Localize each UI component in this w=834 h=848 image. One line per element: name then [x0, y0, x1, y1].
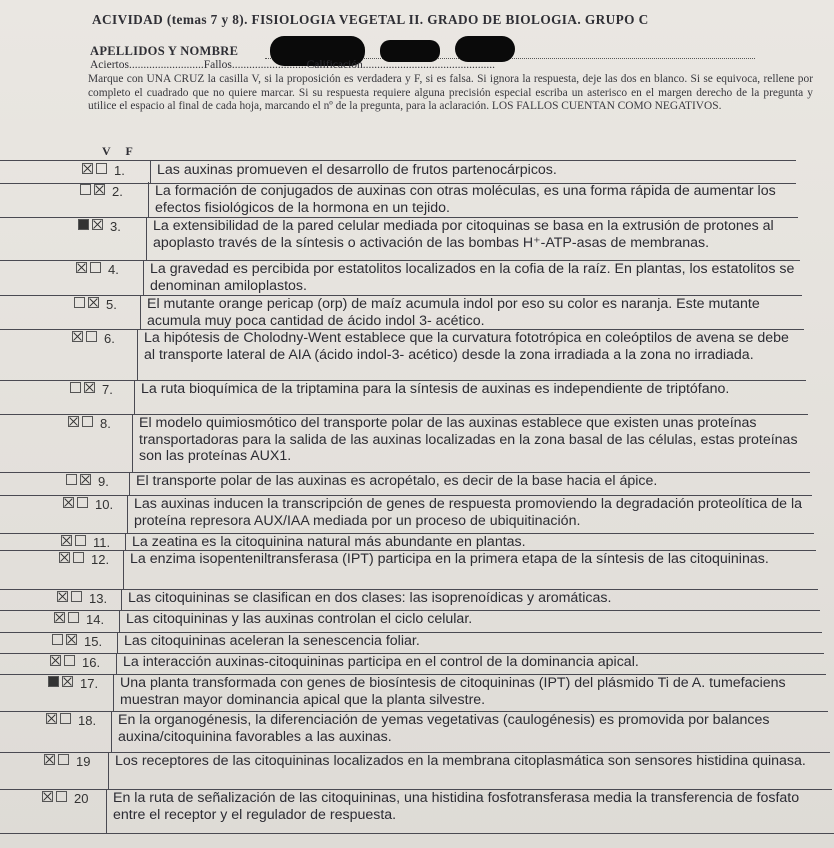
question-number: 7. — [102, 382, 113, 397]
question-number: 17. — [80, 676, 99, 691]
question-statement: La zeatina es la citoquinina natural más abundante en plantas. — [132, 534, 526, 550]
question-row — [0, 160, 796, 184]
checkbox-false[interactable] — [73, 552, 84, 563]
vf-checkboxes — [74, 297, 102, 310]
vf-checkboxes — [72, 331, 100, 344]
vf-checkboxes — [76, 262, 104, 275]
question-row — [0, 674, 828, 712]
question-statement: La gravedad es percibida por estatolitos localizados en la cofia de la raíz. En plantas, los estatolitos se denominan amiloplastos. — [150, 261, 795, 294]
vf-checkboxes — [50, 655, 78, 668]
question-number: 16. — [82, 655, 101, 670]
name-label: APELLIDOS Y NOMBRE — [90, 44, 239, 58]
checkbox-true[interactable] — [66, 474, 77, 485]
checkbox-true[interactable] — [48, 676, 59, 687]
question-statement: El modelo quimiosmótico del transporte polar de las auxinas establece que existen unas proteínas transportadoras para la salida de las auxinas localizadas en la zona basal de las células, estas proteínas son las proteínas AUX1. — [139, 415, 798, 464]
checkbox-true[interactable] — [54, 612, 65, 623]
question-number: 12. — [91, 552, 110, 567]
checkbox-true[interactable] — [59, 552, 70, 563]
calificacion-dots: .............................................. — [362, 59, 496, 71]
question-statement: La interacción auxinas-citoquininas participa en el control de la dominancia apical. — [123, 654, 639, 670]
question-number: 11. — [93, 535, 111, 550]
aciertos-label: Aciertos — [90, 59, 129, 71]
question-row — [0, 589, 820, 611]
answer-cell — [0, 182, 149, 217]
checkbox-false[interactable] — [60, 713, 71, 724]
question-number: 4. — [108, 262, 119, 277]
question-row — [0, 653, 826, 675]
vf-checkboxes — [44, 754, 72, 767]
checkbox-true[interactable] — [52, 634, 63, 645]
checkbox-true[interactable] — [78, 219, 89, 230]
question-number: 5. — [106, 297, 117, 312]
fallos-label: Fallos — [203, 59, 232, 71]
question-row — [0, 533, 816, 551]
question-row — [0, 789, 834, 834]
vf-checkboxes — [54, 612, 82, 625]
vf-checkboxes — [80, 184, 108, 197]
vf-checkboxes — [52, 634, 80, 647]
question-statement: En la organogénesis, la diferenciación de yemas vegetativas (caulogénesis) es promovida por balances auxina/citoquinina favorables a las auxinas. — [118, 712, 770, 745]
vf-checkboxes — [63, 497, 91, 510]
question-row — [0, 550, 818, 590]
checkbox-true[interactable] — [44, 754, 55, 765]
question-statement: La ruta bioquímica de la triptamina para la síntesis de auxinas es independiente de triptófano. — [141, 381, 730, 397]
question-number: 13. — [89, 591, 108, 606]
answer-cell — [0, 380, 135, 414]
question-number: 1. — [114, 163, 125, 178]
question-row — [0, 752, 832, 790]
question-statement: Una planta transformada con genes de biosíntesis de citoquininas (IPT) del plásmido Ti de A. tumefaciens muestran mayor dominancia apical que la planta silvestre. — [120, 675, 786, 708]
answer-cell — [0, 414, 133, 472]
checkbox-true[interactable] — [46, 713, 57, 724]
checkbox-false[interactable] — [96, 163, 107, 174]
question-number: 2. — [112, 184, 123, 199]
question-row — [0, 414, 810, 473]
questions-table — [0, 158, 834, 848]
checkbox-false[interactable] — [84, 382, 95, 393]
vf-checkboxes — [70, 382, 98, 395]
vf-checkboxes — [42, 791, 70, 804]
checkbox-false[interactable] — [68, 612, 79, 623]
question-statement: Las auxinas promueven el desarrollo de frutos partenocárpicos. — [157, 162, 557, 178]
question-statement: La formación de conjugados de auxinas con otras moléculas, es una forma rápida de aumentar los efectos fisiológicos de la hormona en un tejido. — [155, 183, 776, 216]
vf-checkboxes — [66, 474, 94, 487]
vf-checkboxes — [59, 552, 87, 565]
checkbox-true[interactable] — [82, 163, 93, 174]
question-statement: El transporte polar de las auxinas es acropétalo, es decir de la base hacia el ápice. — [136, 473, 658, 489]
vf-checkboxes — [82, 163, 110, 176]
checkbox-false[interactable] — [77, 497, 88, 508]
checkbox-false[interactable] — [66, 634, 77, 645]
answer-cell — [0, 329, 138, 380]
answer-cell — [0, 260, 144, 295]
checkbox-false[interactable] — [92, 219, 103, 230]
question-row — [0, 472, 812, 496]
vf-checkboxes — [57, 591, 85, 604]
question-row — [0, 495, 814, 534]
question-statement: El mutante orange pericap (orp) de maíz acumula indol por eso su color es naranja. Este mutante acumula muy poca cantidad de ácido indol 3- acético. — [147, 296, 760, 329]
exam-title: ACIVIDAD (temas 7 y 8). FISIOLOGIA VEGETAL II. GRADO DE BIOLOGIA. GRUPO C — [92, 12, 649, 27]
question-number: 9. — [98, 474, 109, 489]
checkbox-false[interactable] — [88, 297, 99, 308]
question-number: 6. — [104, 331, 115, 346]
checkbox-true[interactable] — [50, 655, 61, 666]
question-number: 3. — [110, 219, 121, 234]
question-row — [0, 182, 798, 218]
question-number: 8. — [100, 416, 111, 431]
checkbox-true[interactable] — [80, 184, 91, 195]
question-number: 20 — [74, 791, 89, 806]
question-row — [0, 295, 804, 330]
checkbox-false[interactable] — [75, 535, 86, 546]
instructions: Marque con UNA CRUZ la casilla V, si la proposición es verdadera y F, si es falsa. Si ignora la respuesta, deje las dos en blanco. Si se equivoca, rellene por completo el cuadrado que no quiere marcar. Si su respuesta requiere alguna precisión especial escriba un asterisco en el margen derecho de la pregunta y utilice el espacio al final de cada hoja, marcando el nº de la pregunta, para la aclaración. LOS FALLOS CUENTAN COMO NEGATIVOS. — [88, 73, 813, 112]
question-number: 18. — [78, 713, 97, 728]
answer-cell — [0, 295, 141, 329]
checkbox-true[interactable] — [68, 416, 79, 427]
checkbox-false[interactable] — [64, 655, 75, 666]
fallos-dots: .......................... — [231, 59, 307, 71]
score-line — [90, 59, 495, 71]
vf-checkboxes — [46, 713, 74, 726]
checkbox-true[interactable] — [57, 591, 68, 602]
checkbox-false[interactable] — [82, 416, 93, 427]
question-statement: Los receptores de las citoquininas localizados en la membrana citoplasmática son sensores histidina quinasa. — [115, 753, 806, 769]
question-statement: En la ruta de señalización de las citoquininas, una histidina fosfotransferasa media la transferencia de fosfato entre el receptor y el regulador de respuesta. — [113, 790, 800, 823]
question-statement: La hipótesis de Cholodny-Went establece que la curvatura fototrópica en coleóptilos de avena se debe al transporte lateral de AIA (ácido indol-3- acético) desde la zona irradiada a la zona no irradiada. — [144, 330, 789, 363]
answer-cell — [0, 161, 151, 183]
checkbox-false[interactable] — [90, 262, 101, 273]
question-row — [0, 610, 822, 633]
checkbox-true[interactable] — [63, 497, 74, 508]
checkbox-true[interactable] — [76, 262, 87, 273]
question-number: 10. — [95, 497, 114, 512]
question-statement: La extensibilidad de la pared celular mediada por citoquinas se basa en la extrusión de protones al apoplasto través de la síntesis o activación de las bombas H⁺-ATP-asas de membranas. — [153, 218, 774, 251]
vf-checkboxes — [61, 535, 89, 548]
question-row — [0, 711, 830, 753]
question-row — [0, 260, 802, 296]
checkbox-false[interactable] — [80, 474, 91, 485]
checkbox-true[interactable] — [70, 382, 81, 393]
aciertos-dots: .......................... — [128, 59, 204, 71]
question-number: 15. — [84, 634, 103, 649]
vf-checkboxes — [68, 416, 96, 429]
vf-checkboxes — [48, 676, 76, 689]
calificacion-label: Calificación — [306, 59, 363, 71]
question-row — [0, 329, 806, 381]
checkbox-true[interactable] — [42, 791, 53, 802]
checkbox-false[interactable] — [58, 754, 69, 765]
vf-header: V F — [102, 144, 139, 158]
checkbox-false[interactable] — [62, 676, 73, 687]
checkbox-true[interactable] — [74, 297, 85, 308]
checkbox-false[interactable] — [71, 591, 82, 602]
question-number: 14. — [86, 612, 105, 627]
question-statement: La enzima isopenteniltransferasa (IPT) participa en la primera etapa de la síntesis de las citoquininas. — [130, 551, 769, 567]
checkbox-false[interactable] — [86, 331, 97, 342]
checkbox-true[interactable] — [61, 535, 72, 546]
question-statement: Las citoquininas se clasifican en dos clases: las isoprenoídicas y aromáticas. — [128, 590, 612, 606]
checkbox-false[interactable] — [56, 791, 67, 802]
checkbox-false[interactable] — [94, 184, 105, 195]
question-statement: Las citoquininas y las auxinas controlan el ciclo celular. — [126, 611, 473, 627]
question-number: 19 — [76, 754, 91, 769]
answer-cell — [0, 217, 147, 260]
question-statement: Las citoquininas aceleran la senescencia foliar. — [124, 633, 420, 649]
answer-cell — [0, 472, 130, 495]
question-row — [0, 632, 824, 654]
question-statement: Las auxinas inducen la transcripción de genes de respuesta promoviendo la degradación proteolítica de la proteína represora AUX/IAA mediada por un proceso de ubiquitinación. — [134, 496, 803, 529]
vf-checkboxes — [78, 219, 106, 232]
question-row — [0, 217, 800, 261]
question-row — [0, 380, 808, 415]
checkbox-true[interactable] — [72, 331, 83, 342]
